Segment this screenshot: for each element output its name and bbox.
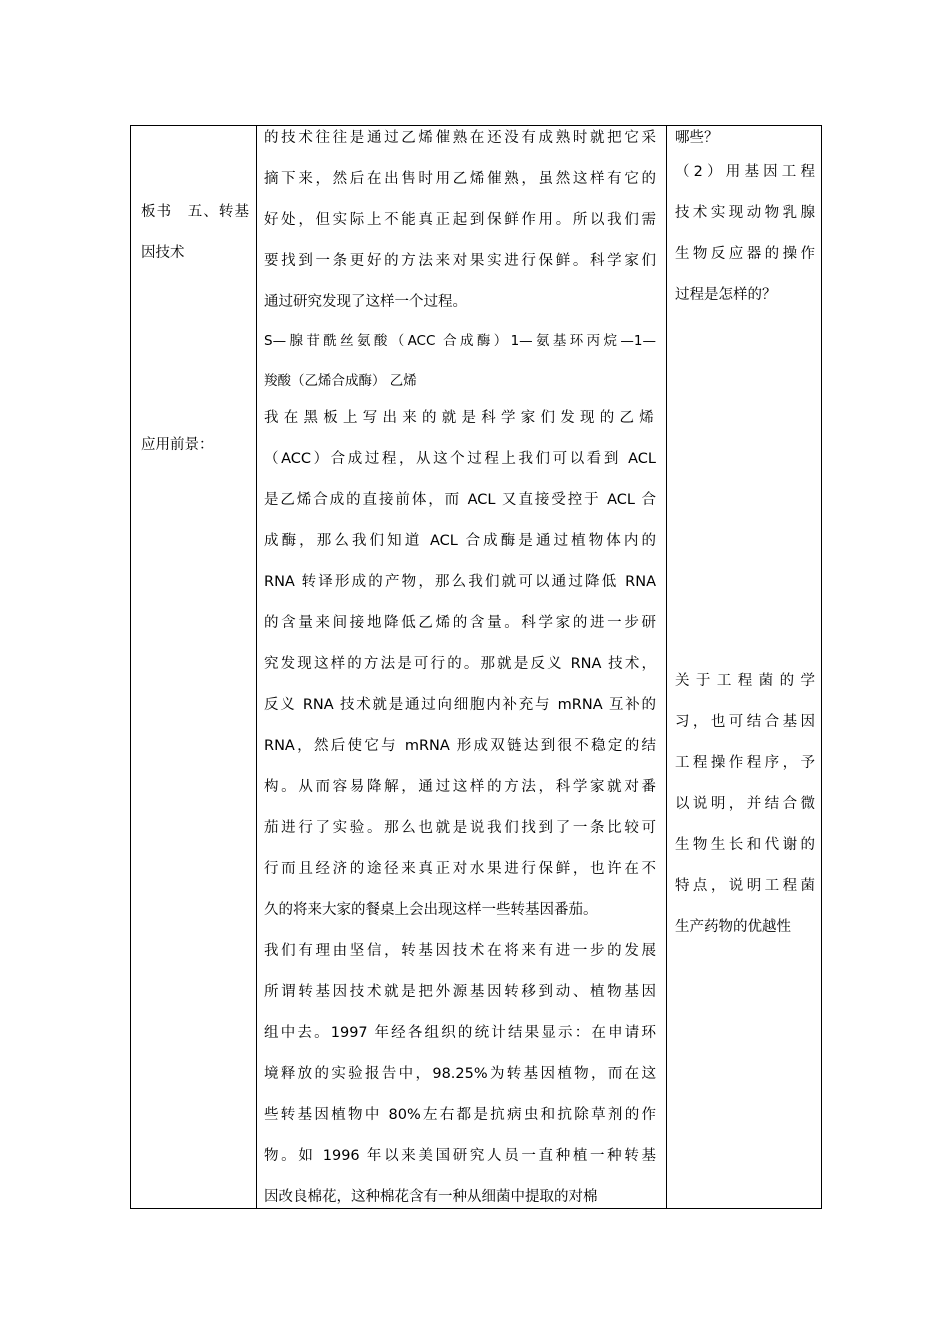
text-line: 物。如 1996 年以来美国研究人员一直种植一种转基 bbox=[264, 1148, 656, 1164]
text-line: 行而且经济的途径来真正对水果进行保鲜，也许在不 bbox=[264, 861, 656, 877]
ethylene-synthesis-formula bbox=[264, 321, 656, 401]
text-line: 工程操作程序，予 bbox=[675, 755, 815, 771]
text-line: 久的将来大家的餐桌上会出现这样一些转基因番茄。 bbox=[264, 902, 598, 918]
text-line: 成酶，那么我们知道 ACL 合成酶是通过植物体内的 bbox=[264, 533, 656, 549]
text-line: 通过研究发现了这样一个过程。 bbox=[264, 294, 467, 310]
text-line: 究发现这样的方法是可行的。那就是反义 RNA 技术， bbox=[264, 656, 656, 672]
question-2 bbox=[675, 152, 815, 316]
text-line: 特点，说明工程菌 bbox=[675, 878, 815, 894]
table-row bbox=[131, 126, 822, 1209]
text-line: 因改良棉花，这种棉花含有一种从细菌中提取的对棉 bbox=[264, 1189, 598, 1205]
text-line: 摘下来，然后在出售时用乙烯催熟，虽然这样有它的 bbox=[264, 171, 656, 187]
right-column-cell bbox=[667, 126, 822, 1209]
text-line: 过程是怎样的？ bbox=[675, 287, 777, 303]
text-line: 生产药物的优越性 bbox=[675, 919, 791, 935]
board-label: 板书 五、转基因技术 bbox=[141, 204, 249, 261]
text-line: 的含量来间接地降低乙烯的含量。科学家的进一步研 bbox=[264, 615, 656, 631]
text-line: 茄进行了实验。那么也就是说我们找到了一条比较可 bbox=[264, 820, 656, 836]
middle-column-cell bbox=[257, 126, 667, 1209]
text-line: 反义 RNA 技术就是通过向细胞内补充与 mRNA 互补的 bbox=[264, 697, 656, 713]
text-line: 技术实现动物乳腺 bbox=[675, 205, 815, 221]
text-line: 生物生长和代谢的 bbox=[675, 837, 815, 853]
prospect-label: 应用前景： bbox=[141, 437, 214, 453]
text-line: 是乙烯合成的直接前体，而 ACL 又直接受控于 ACL 合 bbox=[264, 492, 656, 508]
engineering-bacteria-note bbox=[675, 661, 815, 948]
text-line: 要找到一条更好的方法来对果实进行保鲜。科学家们 bbox=[264, 253, 656, 269]
text-line: 生物反应器的操作 bbox=[675, 246, 815, 262]
paragraph-transgenic-technology bbox=[264, 931, 656, 1209]
text-line: （2）用基因工程 bbox=[675, 164, 815, 180]
text-line: S—腺苷酰丝氨酸（ACC 合成酶）1—氨基环丙烷—1— bbox=[264, 333, 656, 349]
text-line: 所谓转基因技术就是把外源基因转移到动、植物基因 bbox=[264, 984, 656, 1000]
text-line: 好处，但实际上不能真正起到保鲜作用。所以我们需 bbox=[264, 212, 656, 228]
text-line: （ACC）合成过程，从这个过程上我们可以看到 ACL bbox=[264, 451, 656, 467]
text-line: 我在黑板上写出来的就是科学家们发现的乙烯 bbox=[264, 410, 656, 426]
left-column-cell bbox=[131, 126, 257, 1209]
lesson-plan-table bbox=[130, 125, 822, 1209]
text-line: RNA 转译形成的产物，那么我们就可以通过降低 RNA bbox=[264, 574, 656, 590]
paragraph-antisense-rna bbox=[264, 398, 656, 931]
text-line: 哪些？ bbox=[675, 130, 719, 146]
text-line: 境释放的实验报告中，98.25%为转基因植物，而在这 bbox=[264, 1066, 656, 1082]
paragraph-ethylene-ripening bbox=[264, 126, 656, 324]
text-line: 习，也可结合基因 bbox=[675, 714, 815, 730]
text-line: 构。从而容易降解，通过这样的方法，科学家就对番 bbox=[264, 779, 656, 795]
text-line: 的技术往往是通过乙烯催熟在还没有成熟时就把它采 bbox=[264, 130, 656, 146]
text-line: 我们有理由坚信，转基因技术在将来有进一步的发展 bbox=[264, 943, 656, 959]
text-line: 以说明，并结合微 bbox=[675, 796, 815, 812]
text-line: 些转基因植物中 80%左右都是抗病虫和抗除草剂的作 bbox=[264, 1107, 656, 1123]
text-line: RNA，然后使它与 mRNA 形成双链达到很不稳定的结 bbox=[264, 738, 656, 754]
text-line: 羧酸（乙烯合成酶） 乙烯 bbox=[264, 373, 417, 389]
text-line: 关于工程菌的学 bbox=[675, 673, 815, 689]
text-line: 组中去。1997 年经各组织的统计结果显示：在申请环 bbox=[264, 1025, 656, 1041]
